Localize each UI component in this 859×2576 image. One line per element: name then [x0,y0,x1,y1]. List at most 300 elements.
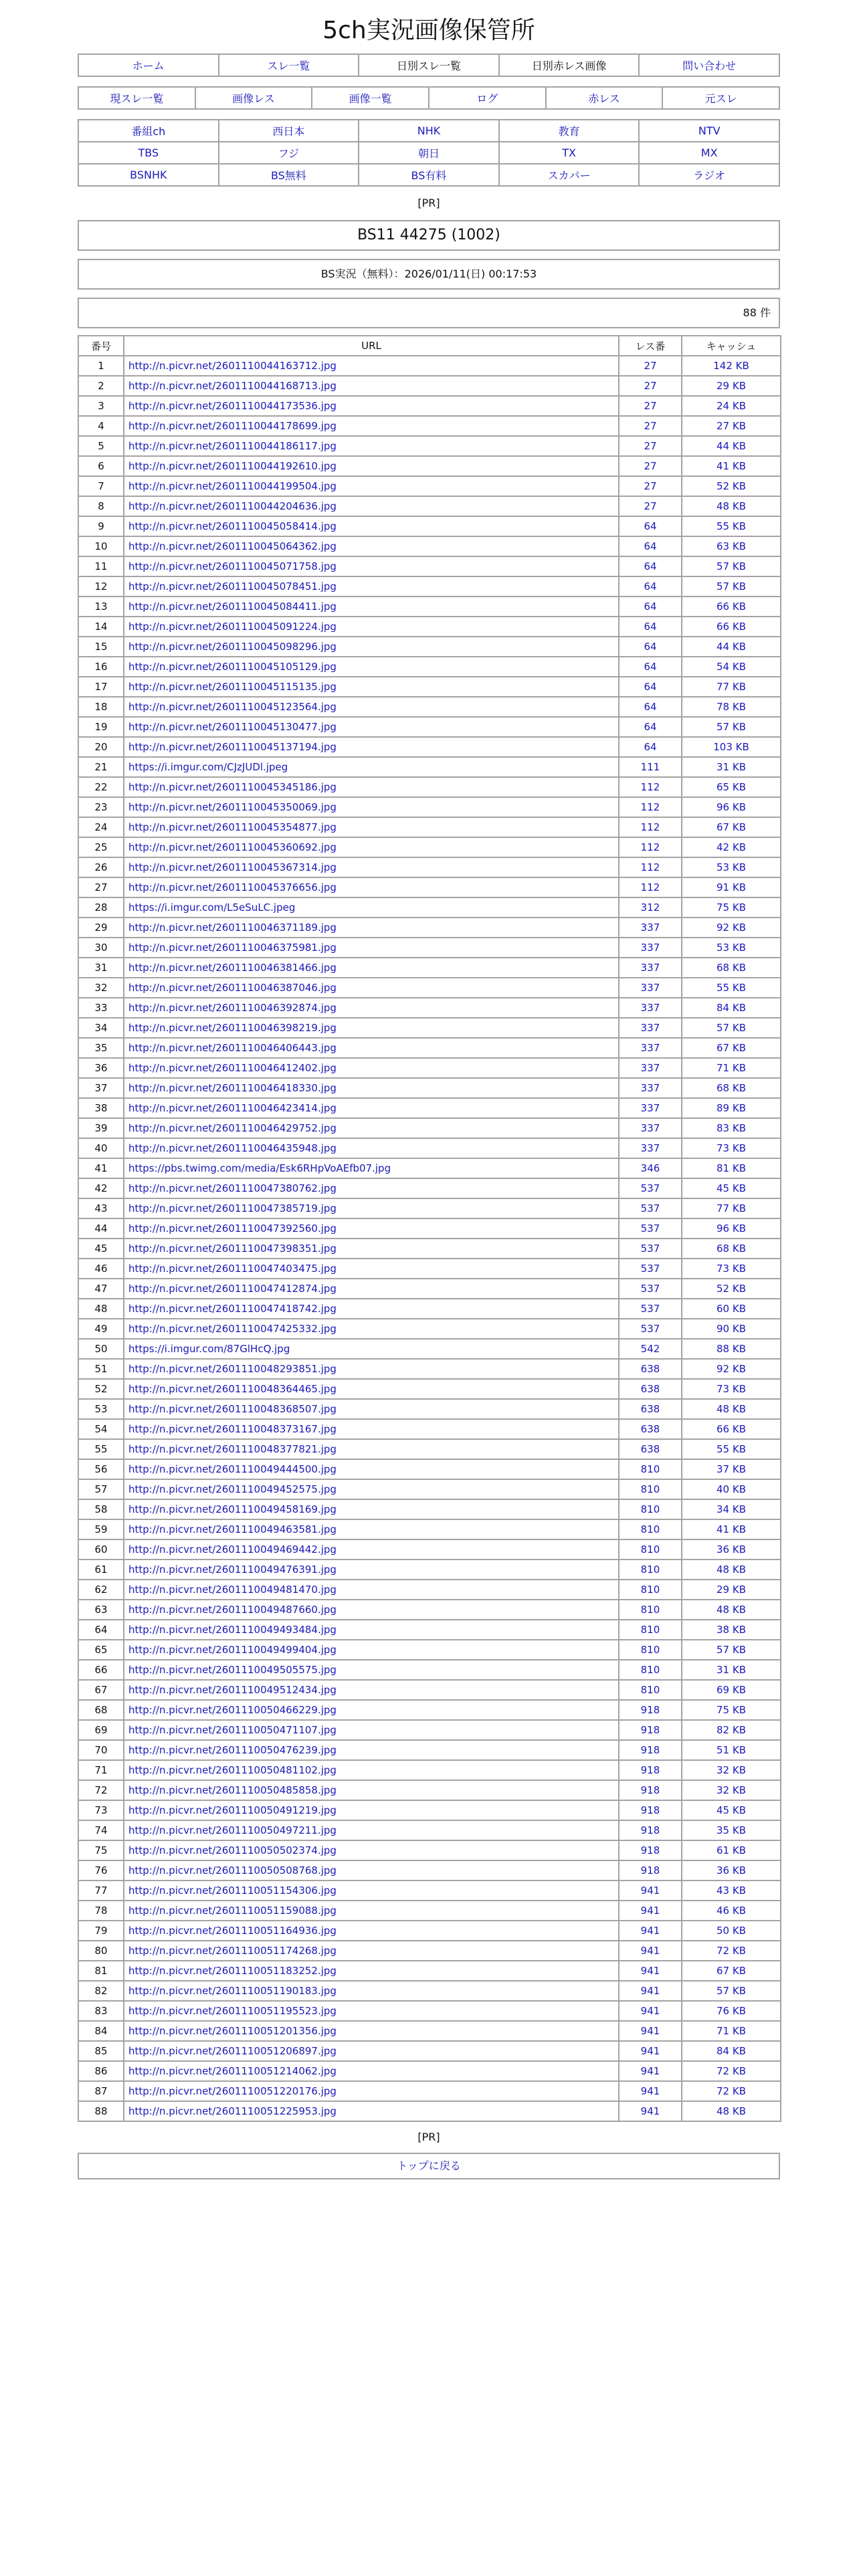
image-url-link[interactable]: http://n.picvr.net/2601110051195523.jpg [128,2005,337,2017]
row-number: 67 [94,1684,108,1696]
cache-size-link[interactable]: 76 KB [717,2005,746,2017]
image-url-link[interactable]: http://n.picvr.net/2601110049493484.jpg [128,1624,337,1636]
cache-size-link[interactable]: 91 KB [717,881,746,893]
res-number-link[interactable]: 941 [640,1885,660,1897]
image-url-link-cell [124,1680,619,1700]
cache-size-link[interactable]: 84 KB [717,1002,746,1014]
res-number-link[interactable]: 941 [640,1965,660,1977]
cache-size-link[interactable]: 63 KB [717,540,746,552]
res-number-link[interactable]: 64 [644,741,657,753]
res-number-link[interactable]: 64 [644,621,657,633]
res-number-link[interactable]: 337 [640,1102,660,1114]
res-number-link[interactable]: 918 [640,1864,660,1876]
image-url-link[interactable]: http://n.picvr.net/2601110044192610.jpg [128,460,337,472]
image-url-link[interactable]: http://n.picvr.net/2601110047412874.jpg [128,1283,337,1295]
cache-size-link[interactable]: 61 KB [717,1844,746,1856]
thread-nav-item-6[interactable]: 元スレ [704,92,737,105]
cache-size-link[interactable]: 75 KB [717,901,746,914]
cache-size-link[interactable]: 54 KB [717,661,746,673]
image-url-link[interactable]: http://n.picvr.net/2601110044199504.jpg [128,480,337,492]
image-url-link-cell [124,1760,619,1780]
image-url-link[interactable]: http://n.picvr.net/2601110045071758.jpg [128,560,337,572]
cache-size-link[interactable]: 57 KB [717,560,746,572]
image-url-link[interactable]: http://n.picvr.net/2601110049463581.jpg [128,1523,337,1535]
cache-size-link[interactable]: 77 KB [717,681,746,693]
res-number-link[interactable]: 27 [644,460,657,472]
image-url-link[interactable]: http://n.picvr.net/2601110046375981.jpg [128,942,337,954]
cache-size-link[interactable]: 55 KB [717,520,746,532]
image-url-link[interactable]: http://n.picvr.net/2601110051183252.jpg [128,1965,337,1977]
cache-size-link[interactable]: 73 KB [717,1263,746,1275]
image-url-link[interactable]: http://n.picvr.net/2601110045091224.jpg [128,621,337,633]
cache-size-link[interactable]: 38 KB [717,1624,746,1636]
main-nav-item-5[interactable]: 問い合わせ [682,60,737,72]
image-url-link[interactable]: http://n.picvr.net/2601110044168713.jpg [128,380,337,392]
res-number-link[interactable]: 64 [644,560,657,572]
cache-size-link[interactable]: 89 KB [717,1102,746,1114]
res-number-link[interactable]: 542 [640,1343,660,1355]
res-number-link[interactable]: 810 [640,1684,660,1696]
cache-size-link[interactable]: 57 KB [717,1644,746,1656]
channel-link-1-4[interactable]: 教育 [558,125,580,138]
res-number-link[interactable]: 64 [644,520,657,532]
res-number-link[interactable]: 27 [644,420,657,432]
res-number-link[interactable]: 810 [640,1664,660,1676]
main-nav-item-1[interactable]: ホーム [132,60,165,72]
image-url-link[interactable]: http://n.picvr.net/2601110046429752.jpg [128,1122,337,1134]
cache-size-link[interactable]: 52 KB [717,480,746,492]
cache-size-link[interactable]: 53 KB [717,942,746,954]
cache-size-link[interactable]: 103 KB [713,741,749,753]
cache-size-link[interactable]: 32 KB [717,1784,746,1796]
cache-size-link[interactable]: 27 KB [717,420,746,432]
image-url-link[interactable]: http://n.picvr.net/2601110044204636.jpg [128,500,337,512]
cache-size-link[interactable]: 53 KB [717,861,746,873]
res-number-link[interactable]: 112 [640,821,660,833]
image-url-link[interactable]: http://n.picvr.net/2601110046371189.jpg [128,922,337,934]
image-url-link[interactable]: http://n.picvr.net/2601110051206897.jpg [128,2045,337,2057]
cache-size-link[interactable]: 51 KB [717,1744,746,1756]
image-url-link[interactable]: http://n.picvr.net/2601110050471107.jpg [128,1724,337,1736]
res-number-link[interactable]: 941 [640,2025,660,2037]
image-url-link[interactable]: http://n.picvr.net/2601110048377821.jpg [128,1443,337,1455]
res-number-link[interactable]: 941 [640,2045,660,2057]
res-number-link[interactable]: 337 [640,1142,660,1154]
res-number-link[interactable]: 918 [640,1764,660,1776]
image-url-link[interactable]: http://n.picvr.net/2601110051159088.jpg [128,1905,337,1917]
cache-size-link[interactable]: 68 KB [717,1082,746,1094]
cache-size-link[interactable]: 67 KB [717,821,746,833]
res-number-link[interactable]: 941 [640,2005,660,2017]
channel-link-2-3[interactable]: 朝日 [417,147,440,160]
image-url-link[interactable]: http://n.picvr.net/2601110045098296.jpg [128,641,337,653]
thread-nav-item-1[interactable]: 現スレ一覧 [110,92,164,105]
res-number-link[interactable]: 27 [644,480,657,492]
image-url-link[interactable]: http://n.picvr.net/2601110051164936.jpg [128,1925,337,1937]
image-url-link[interactable]: http://n.picvr.net/2601110045115135.jpg [128,681,337,693]
thread-nav-item-2[interactable]: 画像レス [232,92,275,105]
res-number-link[interactable]: 337 [640,1082,660,1094]
cache-size-link[interactable]: 41 KB [717,1523,746,1535]
image-url-link[interactable]: http://n.picvr.net/2601110047418742.jpg [128,1303,337,1315]
image-url-link[interactable]: http://n.picvr.net/2601110047425332.jpg [128,1323,337,1335]
res-number-link[interactable]: 337 [640,1002,660,1014]
res-number-link[interactable]: 810 [640,1604,660,1616]
image-url-link-cell [124,697,619,717]
image-url-link[interactable]: http://n.picvr.net/2601110045345186.jpg [128,781,337,793]
image-url-link[interactable]: http://n.picvr.net/2601110046398219.jpg [128,1022,337,1034]
back-to-top-link[interactable]: トップに戻る [397,2159,461,2172]
cache-size-link[interactable]: 52 KB [717,1283,746,1295]
res-number-link[interactable]: 337 [640,1022,660,1034]
image-url-link[interactable]: http://n.picvr.net/2601110048364465.jpg [128,1383,337,1395]
res-number-link[interactable]: 112 [640,781,660,793]
channel-link-2-1[interactable]: TBS [138,146,159,159]
cache-size-link[interactable]: 66 KB [717,601,746,613]
res-number-link[interactable]: 27 [644,440,657,452]
res-number-link[interactable]: 337 [640,1042,660,1054]
res-number-link[interactable]: 918 [640,1744,660,1756]
channel-link-3-3[interactable]: BS有料 [411,169,447,182]
res-number-link[interactable]: 537 [640,1263,660,1275]
res-number-link[interactable]: 810 [640,1523,660,1535]
image-url-link[interactable]: http://n.picvr.net/2601110049481470.jpg [128,1584,337,1596]
res-number-link[interactable]: 537 [640,1182,660,1194]
cache-size-link[interactable]: 50 KB [717,1925,746,1937]
res-number-link[interactable]: 27 [644,360,657,372]
cache-size-link[interactable]: 68 KB [717,962,746,974]
image-url-link[interactable]: http://n.picvr.net/2601110050476239.jpg [128,1744,337,1756]
channel-link-2-2[interactable]: フジ [278,147,300,160]
cache-size-link[interactable]: 73 KB [717,1142,746,1154]
res-number-link[interactable]: 64 [644,580,657,593]
cache-size-link[interactable]: 48 KB [717,1564,746,1576]
res-number-link[interactable]: 346 [640,1162,660,1174]
cache-size-link[interactable]: 24 KB [717,400,746,412]
cache-size-link[interactable]: 60 KB [717,1303,746,1315]
cache-size-link[interactable]: 48 KB [717,1403,746,1415]
image-url-link[interactable]: http://n.picvr.net/2601110050497211.jpg [128,1824,337,1836]
channel-link-3-4[interactable]: スカパー [547,169,591,182]
res-number-link[interactable]: 941 [640,2085,660,2097]
res-number-link[interactable]: 337 [640,1122,660,1134]
channel-link-2-2-cell [219,142,359,164]
cache-size-link[interactable]: 48 KB [717,500,746,512]
channel-link-3-5[interactable]: ラジオ [693,169,726,182]
res-number-link[interactable]: 112 [640,801,660,813]
image-url-link[interactable]: http://n.picvr.net/2601110045064362.jpg [128,540,337,552]
main-nav-item-5-cell [639,54,779,76]
cache-size-link[interactable]: 77 KB [717,1202,746,1214]
res-number-link[interactable]: 918 [640,1844,660,1856]
image-url-link[interactable]: http://n.picvr.net/2601110049487660.jpg [128,1604,337,1616]
cache-size-link[interactable]: 45 KB [717,1182,746,1194]
image-url-link[interactable]: http://n.picvr.net/2601110049458169.jpg [128,1503,337,1515]
res-number-link[interactable]: 112 [640,841,660,853]
image-url-link[interactable]: http://n.picvr.net/2601110044173536.jpg [128,400,337,412]
image-url-link[interactable]: http://n.picvr.net/2601110046412402.jpg [128,1062,337,1074]
cache-size-link[interactable]: 67 KB [717,1042,746,1054]
cache-size-link[interactable]: 55 KB [717,982,746,994]
image-url-link[interactable]: http://n.picvr.net/2601110044186117.jpg [128,440,337,452]
res-number-link[interactable]: 810 [640,1463,660,1475]
image-url-link[interactable]: http://n.picvr.net/2601110045130477.jpg [128,721,337,733]
res-number-link[interactable]: 64 [644,701,657,713]
cache-size-link[interactable]: 83 KB [717,1122,746,1134]
res-number-link[interactable]: 918 [640,1804,660,1816]
image-url-link[interactable]: http://n.picvr.net/2601110048373167.jpg [128,1423,337,1435]
cache-size-link[interactable]: 40 KB [717,1483,746,1495]
image-url-link[interactable]: http://n.picvr.net/2601110049469442.jpg [128,1543,337,1555]
cache-size-link[interactable]: 46 KB [717,1905,746,1917]
res-number-link[interactable]: 810 [640,1584,660,1596]
table-row [78,657,781,677]
image-url-link[interactable]: http://n.picvr.net/2601110051214062.jpg [128,2065,337,2077]
res-number-link[interactable]: 638 [640,1363,660,1375]
cache-size-link[interactable]: 29 KB [717,380,746,392]
image-url-link[interactable]: https://pbs.twimg.com/media/Esk6RHpVoAEfb07.jpg [128,1162,391,1174]
image-url-link[interactable]: http://n.picvr.net/2601110050485858.jpg [128,1784,337,1796]
cache-size-link[interactable]: 72 KB [717,1945,746,1957]
image-url-link[interactable]: http://n.picvr.net/2601110049476391.jpg [128,1564,337,1576]
res-number-link[interactable]: 537 [640,1283,660,1295]
cache-size-link[interactable]: 57 KB [717,721,746,733]
cache-size-link[interactable]: 32 KB [717,1764,746,1776]
res-number-link[interactable]: 537 [640,1303,660,1315]
res-number-link[interactable]: 638 [640,1423,660,1435]
cache-size-link[interactable]: 45 KB [717,1804,746,1816]
cache-size-link[interactable]: 96 KB [717,801,746,813]
res-number-link[interactable]: 941 [640,1945,660,1957]
row-number: 54 [94,1423,108,1435]
image-url-link[interactable]: http://n.picvr.net/2601110049444500.jpg [128,1463,337,1475]
channel-link-2-4[interactable]: TX [562,146,576,159]
cache-size-link[interactable]: 78 KB [717,701,746,713]
res-number-link[interactable]: 64 [644,721,657,733]
cache-size-link[interactable]: 35 KB [717,1824,746,1836]
res-number-link[interactable]: 537 [640,1243,660,1255]
cache-size-link[interactable]: 92 KB [717,922,746,934]
image-url-link[interactable]: http://n.picvr.net/2601110051201356.jpg [128,2025,337,2037]
image-url-link[interactable]: http://n.picvr.net/2601110050481102.jpg [128,1764,337,1776]
res-number-link[interactable]: 27 [644,400,657,412]
res-number-link[interactable]: 337 [640,982,660,994]
cache-size-link[interactable]: 57 KB [717,1022,746,1034]
image-url-link[interactable]: http://n.picvr.net/2601110045367314.jpg [128,861,337,873]
table-row [78,1620,781,1640]
image-url-link[interactable]: http://n.picvr.net/2601110046435948.jpg [128,1142,337,1154]
cache-size-link[interactable]: 31 KB [717,1664,746,1676]
image-url-link[interactable]: https://i.imgur.com/CJzJUDl.jpeg [128,761,288,773]
cache-size-link[interactable]: 92 KB [717,1363,746,1375]
cache-size-link[interactable]: 42 KB [717,841,746,853]
image-url-link[interactable]: http://n.picvr.net/2601110045105129.jpg [128,661,337,673]
cache-size-link[interactable]: 57 KB [717,1985,746,1997]
image-url-link[interactable]: http://n.picvr.net/2601110051174268.jpg [128,1945,337,1957]
res-number-link[interactable]: 810 [640,1543,660,1555]
image-url-link[interactable]: http://n.picvr.net/2601110045350069.jpg [128,801,337,813]
res-number-link[interactable]: 638 [640,1443,660,1455]
res-number-link[interactable]: 312 [640,901,660,914]
cache-size-link[interactable]: 71 KB [717,1062,746,1074]
res-number-link[interactable]: 810 [640,1624,660,1636]
cache-size-link[interactable]: 71 KB [717,2025,746,2037]
res-number-link[interactable]: 337 [640,1062,660,1074]
cache-size-link[interactable]: 36 KB [717,1864,746,1876]
image-url-link[interactable]: http://n.picvr.net/2601110051190183.jpg [128,1985,337,1997]
channel-link-1-2[interactable]: 西日本 [272,125,305,138]
image-url-link[interactable]: http://n.picvr.net/2601110044178699.jpg [128,420,337,432]
cache-size-link[interactable]: 90 KB [717,1323,746,1335]
image-url-link[interactable]: http://n.picvr.net/2601110047392560.jpg [128,1222,337,1235]
channel-link-1-1[interactable]: 番組ch [131,125,166,138]
image-url-link[interactable]: http://n.picvr.net/2601110050466229.jpg [128,1704,337,1716]
cache-size-link[interactable]: 82 KB [717,1724,746,1736]
image-url-link[interactable]: http://n.picvr.net/2601110049452575.jpg [128,1483,337,1495]
image-url-link[interactable]: https://i.imgur.com/87GlHcQ.jpg [128,1343,290,1355]
res-number-link[interactable]: 64 [644,681,657,693]
image-url-link[interactable]: http://n.picvr.net/2601110046392874.jpg [128,1002,337,1014]
res-number-link[interactable]: 27 [644,500,657,512]
res-number-link[interactable]: 64 [644,661,657,673]
image-url-link[interactable]: http://n.picvr.net/2601110045058414.jpg [128,520,337,532]
cache-size-link[interactable]: 66 KB [717,1423,746,1435]
cache-size-link[interactable]: 88 KB [717,1343,746,1355]
res-number-link[interactable]: 918 [640,1704,660,1716]
cache-size-link[interactable]: 72 KB [717,2085,746,2097]
thread-nav-item-5[interactable]: 赤レス [588,92,620,105]
image-url-link[interactable]: http://n.picvr.net/2601110047380762.jpg [128,1182,337,1194]
res-number-link[interactable]: 941 [640,1985,660,1997]
image-url-link[interactable]: http://n.picvr.net/2601110046387046.jpg [128,982,337,994]
res-number-link[interactable]: 537 [640,1202,660,1214]
image-url-link[interactable]: http://n.picvr.net/2601110046381466.jpg [128,962,337,974]
res-number-link[interactable]: 112 [640,861,660,873]
cache-size-link[interactable]: 44 KB [717,440,746,452]
res-number-link[interactable]: 337 [640,962,660,974]
cache-size-link[interactable]: 142 KB [713,360,749,372]
res-number-link[interactable]: 810 [640,1564,660,1576]
table-header-row [78,336,781,356]
res-number-link[interactable]: 941 [640,1905,660,1917]
res-number-link[interactable]: 810 [640,1503,660,1515]
res-number-link[interactable]: 64 [644,641,657,653]
res-number-link[interactable]: 810 [640,1644,660,1656]
image-url-link[interactable]: http://n.picvr.net/2601110050491219.jpg [128,1804,337,1816]
channel-link-3-2[interactable]: BS無料 [270,169,306,182]
image-url-link[interactable]: http://n.picvr.net/2601110045123564.jpg [128,701,337,713]
res-number-link[interactable]: 918 [640,1784,660,1796]
row-number-cell [78,1379,124,1399]
channel-link-1-5[interactable]: NTV [698,124,721,137]
image-url-link[interactable]: http://n.picvr.net/2601110045078451.jpg [128,580,337,593]
cache-size-link[interactable]: 84 KB [717,2045,746,2057]
res-number-link[interactable]: 941 [640,1925,660,1937]
cache-size-link[interactable]: 44 KB [717,641,746,653]
image-url-link[interactable]: http://n.picvr.net/2601110047385719.jpg [128,1202,337,1214]
channel-link-2-5[interactable]: MX [700,146,718,159]
image-url-link[interactable]: http://n.picvr.net/2601110044163712.jpg [128,360,337,372]
image-url-link[interactable]: http://n.picvr.net/2601110050508768.jpg [128,1864,337,1876]
image-url-link[interactable]: http://n.picvr.net/2601110047403475.jpg [128,1263,337,1275]
cache-size-link[interactable]: 48 KB [717,2105,746,2117]
image-url-link[interactable]: https://i.imgur.com/L5eSuLC.jpeg [128,901,296,914]
image-url-link[interactable]: http://n.picvr.net/2601110046423414.jpg [128,1102,337,1114]
res-number-link[interactable]: 638 [640,1403,660,1415]
cache-size-link[interactable]: 96 KB [717,1222,746,1235]
image-url-link[interactable]: http://n.picvr.net/2601110051220176.jpg [128,2085,337,2097]
image-url-link[interactable]: http://n.picvr.net/2601110051154306.jpg [128,1885,337,1897]
thread-nav-item-4[interactable]: ログ [476,92,498,105]
res-number-link[interactable]: 941 [640,2065,660,2077]
image-url-link[interactable]: http://n.picvr.net/2601110045376656.jpg [128,881,337,893]
image-url-link[interactable]: http://n.picvr.net/2601110045354877.jpg [128,821,337,833]
res-number-link[interactable]: 64 [644,540,657,552]
res-number-link[interactable]: 112 [640,881,660,893]
cache-size-link[interactable]: 41 KB [717,460,746,472]
image-url-link[interactable]: http://n.picvr.net/2601110045360692.jpg [128,841,337,853]
image-url-link[interactable]: http://n.picvr.net/2601110049499404.jpg [128,1644,337,1656]
image-url-link[interactable]: http://n.picvr.net/2601110048293851.jpg [128,1363,337,1375]
cache-size-link[interactable]: 68 KB [717,1243,746,1255]
cache-size-link[interactable]: 31 KB [717,761,746,773]
image-url-link[interactable]: http://n.picvr.net/2601110047398351.jpg [128,1243,337,1255]
image-url-link[interactable]: http://n.picvr.net/2601110049512434.jpg [128,1684,337,1696]
channel-link-3-1[interactable]: BSNHK [130,169,167,181]
image-url-link[interactable]: http://n.picvr.net/2601110045084411.jpg [128,601,337,613]
image-url-link[interactable]: http://n.picvr.net/2601110051225953.jpg [128,2105,337,2117]
res-number-link[interactable]: 64 [644,601,657,613]
res-number-link[interactable]: 337 [640,922,660,934]
res-number-link[interactable]: 537 [640,1222,660,1235]
cache-size-link[interactable]: 65 KB [717,781,746,793]
res-number-link[interactable]: 941 [640,2105,660,2117]
cache-size-link[interactable]: 67 KB [717,1965,746,1977]
image-url-link[interactable]: http://n.picvr.net/2601110049505575.jpg [128,1664,337,1676]
cache-size-link[interactable]: 43 KB [717,1885,746,1897]
res-number-link[interactable]: 918 [640,1824,660,1836]
cache-size-link[interactable]: 57 KB [717,580,746,593]
res-number-link[interactable]: 810 [640,1483,660,1495]
cache-size-link[interactable]: 69 KB [717,1684,746,1696]
image-url-link[interactable]: http://n.picvr.net/2601110048368507.jpg [128,1403,337,1415]
res-number-link[interactable]: 111 [640,761,660,773]
cache-size-link[interactable]: 75 KB [717,1704,746,1716]
main-nav-item-2[interactable]: スレ一覧 [267,60,310,72]
cache-size-link[interactable]: 34 KB [717,1503,746,1515]
image-url-link[interactable]: http://n.picvr.net/2601110045137194.jpg [128,741,337,753]
cache-size-link[interactable]: 81 KB [717,1162,746,1174]
thread-nav-item-3[interactable]: 画像一覧 [349,92,392,105]
cache-size-link[interactable]: 29 KB [717,1584,746,1596]
cache-size-link[interactable]: 37 KB [717,1463,746,1475]
cache-size-link[interactable]: 36 KB [717,1543,746,1555]
cache-size-link[interactable]: 73 KB [717,1383,746,1395]
cache-size-link[interactable]: 72 KB [717,2065,746,2077]
res-number-link[interactable]: 537 [640,1323,660,1335]
channel-link-1-3[interactable]: NHK [417,124,441,137]
image-url-link[interactable]: http://n.picvr.net/2601110050502374.jpg [128,1844,337,1856]
res-number-link[interactable]: 337 [640,942,660,954]
res-number-link[interactable]: 918 [640,1724,660,1736]
image-url-link[interactable]: http://n.picvr.net/2601110046406443.jpg [128,1042,337,1054]
cache-size-link[interactable]: 55 KB [717,1443,746,1455]
res-number-link[interactable]: 638 [640,1383,660,1395]
res-number-link[interactable]: 27 [644,380,657,392]
cache-size-link[interactable]: 48 KB [717,1604,746,1616]
image-url-link[interactable]: http://n.picvr.net/2601110046418330.jpg [128,1082,337,1094]
cache-size-link[interactable]: 66 KB [717,621,746,633]
